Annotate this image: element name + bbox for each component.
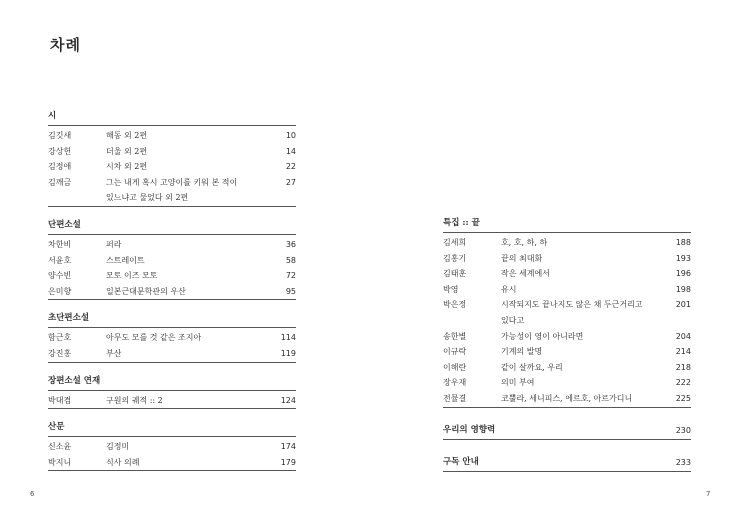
entry-author: 강진홍	[48, 348, 72, 358]
page-number: 72	[285, 271, 296, 281]
entry-author: 양수빈	[48, 271, 72, 281]
entry-author: 박대겸	[48, 395, 72, 405]
toc-entry[interactable]	[443, 344, 691, 360]
page-number: 174	[280, 442, 296, 452]
entry-author: 장우재	[443, 378, 467, 388]
entry-title: 퍼라	[106, 239, 122, 249]
section-title: 초단편소설	[48, 312, 296, 328]
toc-entry[interactable]	[443, 282, 691, 298]
toc-entry[interactable]	[48, 455, 296, 471]
section-title: 시	[48, 110, 296, 126]
folio-left: 6	[30, 490, 35, 498]
entry-title: 더울 외 2편	[106, 146, 148, 156]
page-title: 차례	[50, 36, 81, 54]
toc-section	[48, 421, 296, 471]
toc-entry[interactable]	[48, 346, 296, 362]
entry-title: 그는 내게 혹시 고양이를 키워 본 적이	[106, 177, 238, 187]
entry-author: 이규락	[443, 347, 467, 357]
entry-list	[443, 235, 691, 408]
entry-author	[48, 190, 106, 206]
entry-title: 작은 세계에서	[501, 269, 550, 279]
toc-entry[interactable]	[48, 253, 296, 269]
toc-section	[48, 312, 296, 362]
toc-entry[interactable]	[48, 439, 296, 455]
entry-author: 전뮬결	[443, 393, 467, 403]
entry-list	[48, 393, 296, 410]
entry-author: 강상헌	[48, 146, 72, 156]
page-number: 124	[280, 395, 296, 405]
entry-title: 호, 호, 하, 하	[501, 238, 548, 247]
entry-title: 시작되지도 끝나지도 않은 채 두근거리고	[501, 300, 643, 310]
toc-entry[interactable]	[48, 175, 296, 191]
page-number: 218	[675, 362, 691, 372]
section-title: 장편소설 연재	[48, 375, 296, 391]
entry-author: 김정애	[48, 162, 72, 172]
toc-entry[interactable]	[443, 313, 691, 329]
page-number: 201	[675, 300, 691, 310]
page-number: 193	[675, 253, 691, 263]
page-number	[266, 190, 296, 206]
entry-author: 차한비	[48, 239, 72, 249]
entry-title: 있느냐고 물었다 외 2편	[106, 193, 189, 203]
entry-title: 기계의 발명	[501, 347, 543, 357]
section-title: 단편소설	[48, 219, 296, 235]
toc-section	[48, 110, 296, 207]
entry-author: 박은정	[443, 300, 467, 310]
entry-title: 구원의 궤적 :: 2	[106, 395, 163, 405]
entry-author: 은미향	[48, 286, 72, 296]
entry-title: 끝의 최대화	[501, 253, 543, 263]
section-title: 우리의 영향력	[443, 424, 496, 435]
page-number: 36	[285, 239, 296, 249]
toc-entry[interactable]	[443, 329, 691, 345]
page-number: 95	[285, 286, 296, 296]
page-number: 119	[280, 348, 296, 358]
toc-section	[443, 217, 691, 408]
page-number: 225	[675, 393, 691, 403]
entry-title: 김정미	[106, 442, 130, 452]
entry-author	[443, 313, 501, 329]
entry-list	[48, 237, 296, 300]
entry-title: 시차 외 2편	[106, 162, 148, 172]
toc-entry[interactable]	[48, 128, 296, 144]
entry-title: 유시	[501, 284, 517, 294]
page-number: 230	[675, 425, 691, 435]
page-number: 58	[285, 255, 296, 265]
toc-entry[interactable]	[443, 251, 691, 267]
toc-entry[interactable]	[48, 190, 296, 206]
toc-entry[interactable]	[443, 391, 691, 407]
section-influence[interactable]	[443, 424, 691, 440]
entry-title: 코뿔라, 세니피스, 에르호, 아르가디니	[501, 393, 633, 403]
toc-section	[48, 375, 296, 410]
toc-entry[interactable]	[443, 266, 691, 282]
toc-entry[interactable]	[48, 268, 296, 284]
toc-entry[interactable]	[48, 144, 296, 160]
entry-title: 같이 살까요, 우리	[501, 362, 563, 372]
toc-entry[interactable]	[443, 360, 691, 376]
toc-entry[interactable]	[443, 297, 691, 313]
page-number: 179	[280, 457, 296, 467]
entry-title: 부산	[106, 348, 122, 358]
entry-author: 서윤호	[48, 255, 72, 265]
toc-entry[interactable]	[48, 393, 296, 409]
entry-title: 아무도 모를 것 같은 조지아	[106, 333, 202, 343]
page-number: 222	[675, 378, 691, 388]
entry-author: 함근호	[48, 333, 72, 343]
page-number: 198	[675, 284, 691, 294]
entry-author: 김깃새	[48, 131, 72, 140]
page-number: 10	[285, 131, 296, 140]
page-number	[661, 313, 691, 329]
toc-entry[interactable]	[48, 284, 296, 300]
folio-right: 7	[706, 490, 711, 498]
entry-title: 가능성이 영이 아니라면	[501, 331, 584, 341]
entry-list	[48, 128, 296, 207]
page-number: 114	[280, 333, 296, 343]
section-title: 특집 :: 끝	[443, 217, 691, 233]
page-number: 233	[675, 457, 691, 467]
entry-title: 식사 의례	[106, 457, 140, 467]
toc-entry[interactable]	[443, 375, 691, 391]
entry-author: 김태훈	[443, 269, 467, 279]
page-number: 188	[675, 238, 691, 247]
page-number: 14	[285, 146, 296, 156]
entry-author: 이해란	[443, 362, 467, 372]
entry-author: 신소윤	[48, 442, 72, 452]
page-number: 27	[285, 177, 296, 187]
entry-title: 해동 외 2편	[106, 131, 148, 140]
entry-author: 박영	[443, 284, 459, 294]
entry-author: 박지니	[48, 457, 72, 467]
entry-author: 김깨금	[48, 177, 72, 187]
entry-list	[48, 330, 296, 362]
page-number: 204	[675, 331, 691, 341]
section-title: 산문	[48, 421, 296, 437]
entry-title: 스트레이트	[106, 255, 145, 265]
section-title: 구독 안내	[443, 456, 479, 467]
toc-entry[interactable]	[48, 330, 296, 346]
entry-title: 모토 이즈 모토	[106, 271, 158, 281]
entry-list	[48, 439, 296, 471]
toc-entry[interactable]	[48, 237, 296, 253]
entry-title: 일본근대문학관의 우산	[106, 286, 186, 296]
toc-section	[48, 219, 296, 300]
entry-title: 있다고	[501, 315, 525, 325]
toc-entry[interactable]	[48, 159, 296, 175]
right-toc-column	[443, 217, 691, 484]
entry-author: 김세희	[443, 238, 467, 247]
toc-entry[interactable]	[443, 235, 691, 251]
section-subscription[interactable]	[443, 456, 691, 472]
page-number: 214	[675, 347, 691, 357]
entry-title: 의미 부여	[501, 378, 535, 388]
page-number: 22	[285, 162, 296, 172]
left-toc-column	[48, 110, 296, 483]
entry-author: 김홍기	[443, 253, 467, 263]
page-number: 196	[675, 269, 691, 279]
entry-author: 송한별	[443, 331, 467, 341]
